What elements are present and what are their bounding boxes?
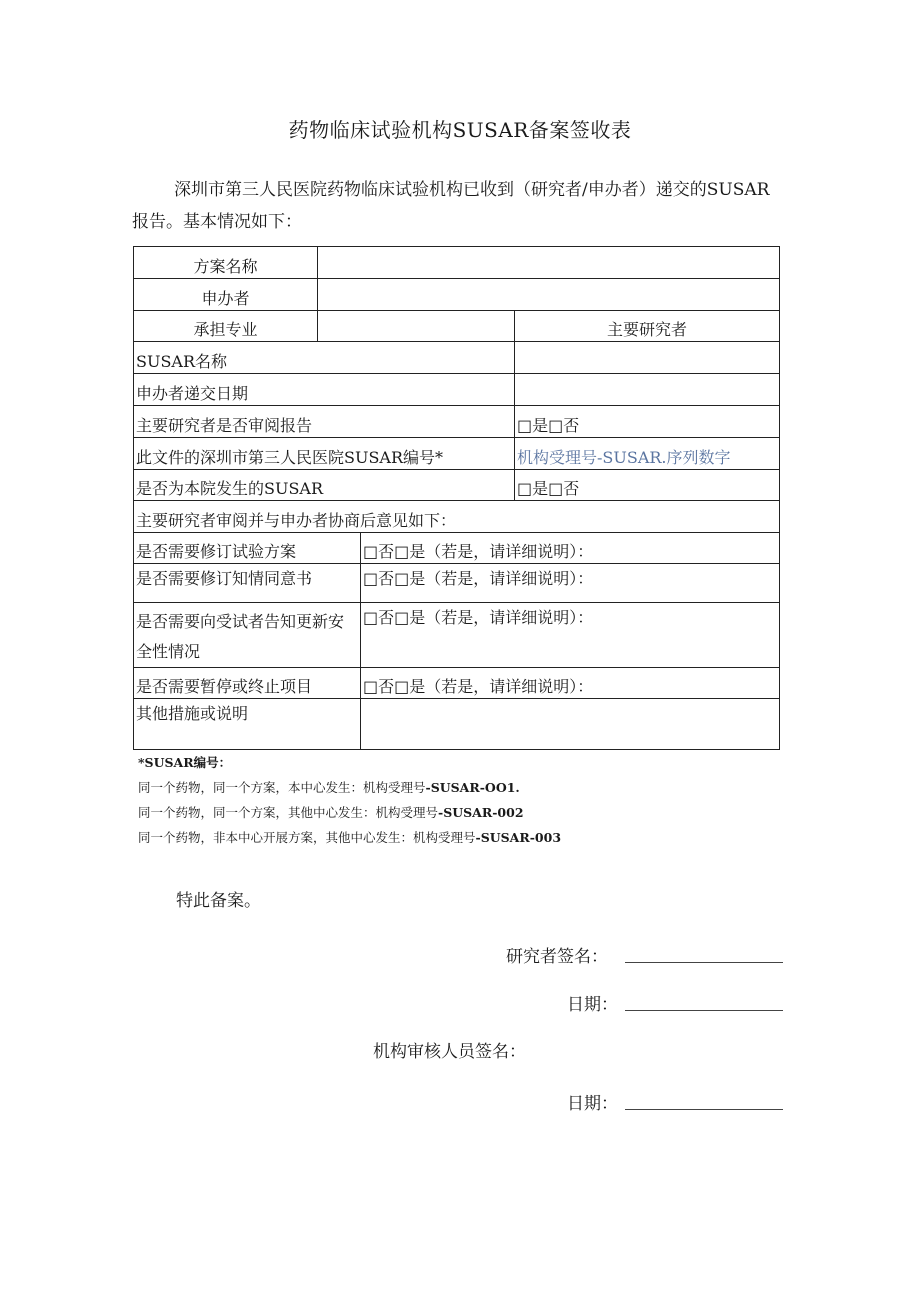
page-title: 药物临床试验机构SUSAR备案签收表 (288, 118, 632, 142)
date-label-2: 日期： (567, 1094, 618, 1114)
institution-signature-label: 机构审核人员签名： (373, 1042, 526, 1062)
susar-name-label: SUSAR名称 (134, 342, 515, 374)
susar-form-table (133, 246, 780, 750)
opinion-row-label: 是否需要修订知情同意书 (134, 564, 361, 603)
pi-reviewed-options[interactable]: □是□否 (515, 406, 780, 438)
note-text: 同一个药物，同一个方案，其他中心发生：机构受理号 (138, 805, 439, 820)
opinion-row-options[interactable]: □否□是（若是，请详细说明）： (361, 603, 780, 668)
note-code: -SUSAR-OO1. (425, 780, 520, 795)
note-text: 同一个药物，同一个方案，本中心发生：机构受理号 (138, 780, 426, 795)
other-measures-field[interactable] (361, 699, 780, 750)
closing-text: 特此备案。 (176, 891, 261, 911)
sponsor-label: 申办者 (134, 279, 318, 311)
specialty-field[interactable] (318, 311, 515, 342)
specialty-label: 承担专业 (134, 311, 318, 342)
opinion-row-options[interactable]: □否□是（若是，请详细说明）： (361, 564, 780, 603)
opinion-row-label: 其他措施或说明 (134, 699, 361, 750)
protocol-name-label: 方案名称 (134, 247, 318, 279)
protocol-name-field[interactable] (318, 247, 780, 279)
date-line-1[interactable] (625, 1010, 783, 1011)
opinion-row-label: 是否需要修订试验方案 (134, 533, 361, 564)
susar-number-value[interactable]: 机构受理号-SUSAR.序列数字 (515, 438, 780, 470)
date-label-1: 日期： (567, 995, 618, 1015)
susar-number-notes (138, 750, 561, 850)
note-item (138, 825, 561, 850)
opinion-row-options[interactable]: □否□是（若是，请详细说明）： (361, 668, 780, 699)
note-code: -SUSAR-002 (438, 805, 524, 820)
researcher-signature-line[interactable] (625, 962, 783, 963)
pi-reviewed-label: 主要研究者是否审阅报告 (134, 406, 515, 438)
local-susar-options[interactable]: □是□否 (515, 470, 780, 501)
date-line-2[interactable] (625, 1109, 783, 1110)
submit-date-field[interactable] (515, 374, 780, 406)
notes-heading: *SUSAR编号： (138, 755, 232, 770)
sponsor-field[interactable] (318, 279, 780, 311)
opinion-row-options[interactable]: □否□是（若是，请详细说明）： (361, 533, 780, 564)
submit-date-label: 申办者递交日期 (134, 374, 515, 406)
note-text: 同一个药物，非本中心开展方案，其他中心发生：机构受理号 (138, 830, 476, 845)
note-code: -SUSAR-003 (475, 830, 562, 845)
opinion-row-label: 是否需要暂停或终止项目 (134, 668, 361, 699)
local-susar-label: 是否为本院发生的SUSAR (134, 470, 515, 501)
pi-label: 主要研究者 (515, 311, 780, 342)
researcher-signature-label: 研究者签名： (506, 947, 608, 967)
opinion-header: 主要研究者审阅并与申办者协商后意见如下： (134, 501, 780, 533)
intro-paragraph: 深圳市第三人民医院药物临床试验机构已收到（研究者/申办者）递交的SUSAR报告。基本情况如下： (132, 180, 770, 232)
note-item (138, 800, 561, 825)
susar-name-field[interactable] (515, 342, 780, 374)
opinion-row-label: 是否需要向受试者告知更新安全性情况 (134, 603, 361, 668)
susar-number-label: 此文件的深圳市第三人民医院SUSAR编号* (134, 438, 515, 470)
note-item (138, 775, 561, 800)
